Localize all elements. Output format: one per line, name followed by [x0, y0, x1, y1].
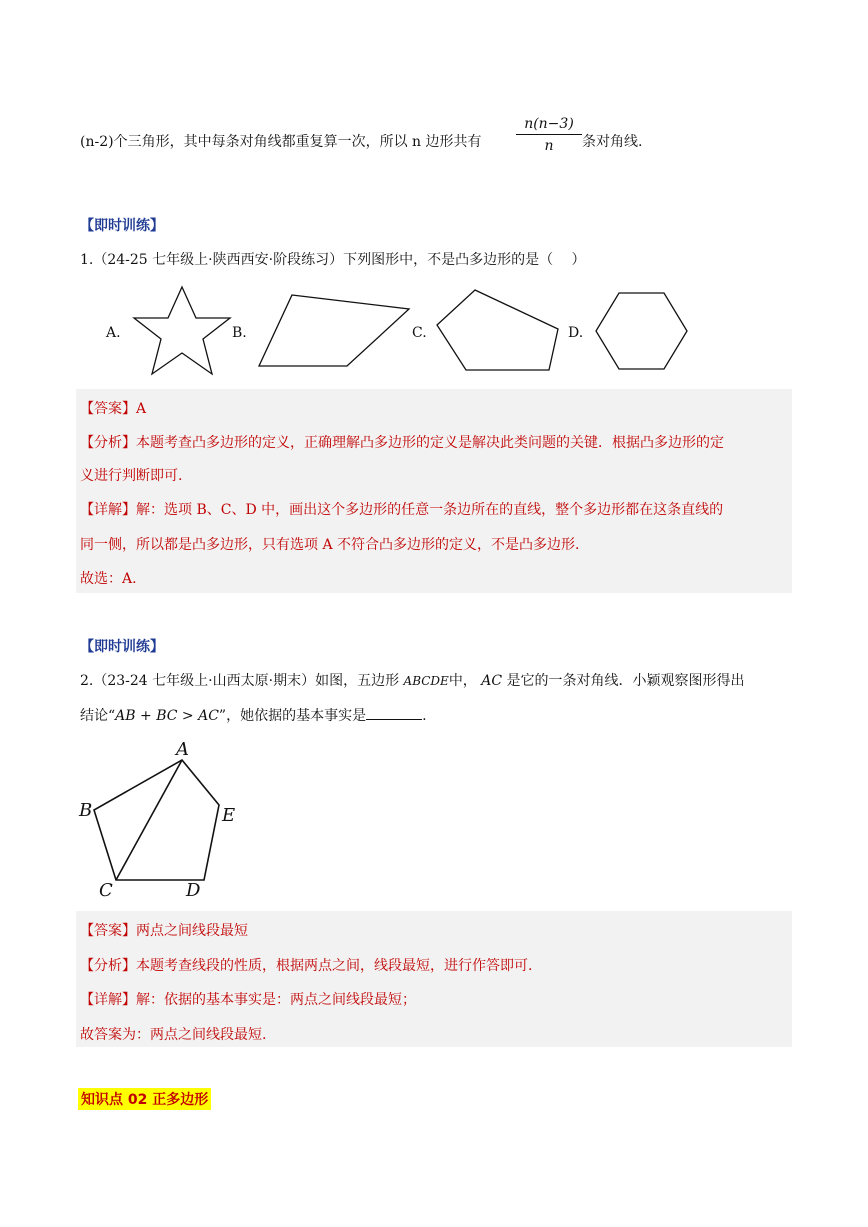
vertex-a-label: A	[176, 739, 189, 760]
q2-text-b: 中，	[448, 673, 477, 689]
q2-math-abcde: ABCDE	[403, 674, 449, 688]
fraction-numerator: n(n−3)	[516, 116, 582, 135]
answer-blank	[366, 705, 422, 720]
s2-detail-row	[80, 989, 416, 1009]
section1-question: 1.（24-25 七年级上·陕西西安·阶段练习）下列图形中，不是凸多边形的是（ ）	[80, 252, 586, 268]
parallelogram-shape	[259, 295, 409, 366]
s1-choice: 故选：A.	[80, 571, 137, 587]
q2-l2-b: ”，她依据的基本事实是	[218, 708, 367, 724]
s2-detail-label: 【详解】	[80, 992, 136, 1008]
s1-analysis-l2: 义进行判断即可.	[80, 468, 183, 484]
star-shape	[134, 287, 230, 374]
q2-text-c: 是它的一条对角线．小颖观察图形得出	[506, 673, 745, 689]
shapes-svg	[0, 0, 868, 400]
vertex-c-label: C	[99, 880, 113, 901]
option-d-label: D.	[568, 325, 584, 341]
vertex-d-label: D	[186, 880, 201, 901]
pentagon-abcde	[94, 760, 219, 880]
vertex-b-label: B	[79, 800, 93, 821]
intro-after: 条对角线.	[582, 134, 643, 150]
hexagon-shape	[596, 293, 687, 369]
answer-box-1	[76, 389, 792, 593]
s1-analysis-row	[80, 432, 724, 452]
q2-l2-a: 结论“	[80, 708, 116, 724]
pentagon-figure	[0, 730, 300, 910]
knowledge-point-heading: 知识点 02 正多边形	[78, 1088, 211, 1110]
s1-detail-l2: 同一侧，所以都是凸多边形，只有选项 A 不符合凸多边形的定义，不是凸多边形.	[80, 537, 580, 553]
pentagon-shape	[437, 290, 558, 370]
s1-detail-label: 【详解】	[80, 502, 136, 518]
intro-before: (n-2)个三角形，其中每条对角线都重复算一次，所以 n 边形共有	[80, 134, 482, 150]
vertex-e-label: E	[222, 805, 236, 826]
s2-answer: 两点之间线段最短	[136, 923, 248, 939]
q2-l2-math: AB + BC > AC	[115, 708, 219, 724]
section2-question-l1	[80, 670, 745, 690]
section2-question-l2	[80, 705, 427, 725]
s2-analysis-row	[80, 955, 532, 975]
s1-answer-label: 【答案】	[80, 401, 136, 417]
s1-analysis-label: 【分析】	[80, 435, 136, 451]
s2-answer-label: 【答案】	[80, 923, 136, 939]
option-a-label: A.	[106, 325, 121, 341]
s2-answer-row	[80, 920, 248, 940]
q2-math-ac: AC	[481, 673, 503, 689]
section1-heading: 【即时训练】	[80, 218, 164, 234]
s1-analysis-l1: 本题考查凸多边形的定义，正确理解凸多边形的定义是解决此类问题的关键．根据凸多边形的定	[136, 435, 724, 451]
s1-answer: A	[136, 401, 147, 417]
s1-answer-row	[80, 398, 146, 418]
s1-detail-l1: 解：选项 B、C、D 中，画出这个多边形的任意一条边所在的直线，整个多边形都在这条直线的	[136, 502, 724, 518]
option-b-label: B.	[232, 325, 247, 341]
option-c-label: C.	[412, 325, 427, 341]
s1-detail-row	[80, 499, 723, 519]
s2-analysis: 本题考查线段的性质，根据两点之间，线段最短，进行作答即可.	[136, 958, 533, 974]
q2-text-a: 2.（23-24 七年级上·山西太原·期末）如图，五边形	[80, 673, 400, 689]
s2-final: 故答案为：两点之间线段最短.	[80, 1027, 267, 1043]
fraction-denominator: n	[544, 138, 554, 154]
s2-detail: 解：依据的基本事实是：两点之间线段最短；	[136, 992, 416, 1008]
section2-heading: 【即时训练】	[80, 639, 164, 655]
s2-analysis-label: 【分析】	[80, 958, 136, 974]
q2-l2-end: .	[422, 708, 427, 724]
